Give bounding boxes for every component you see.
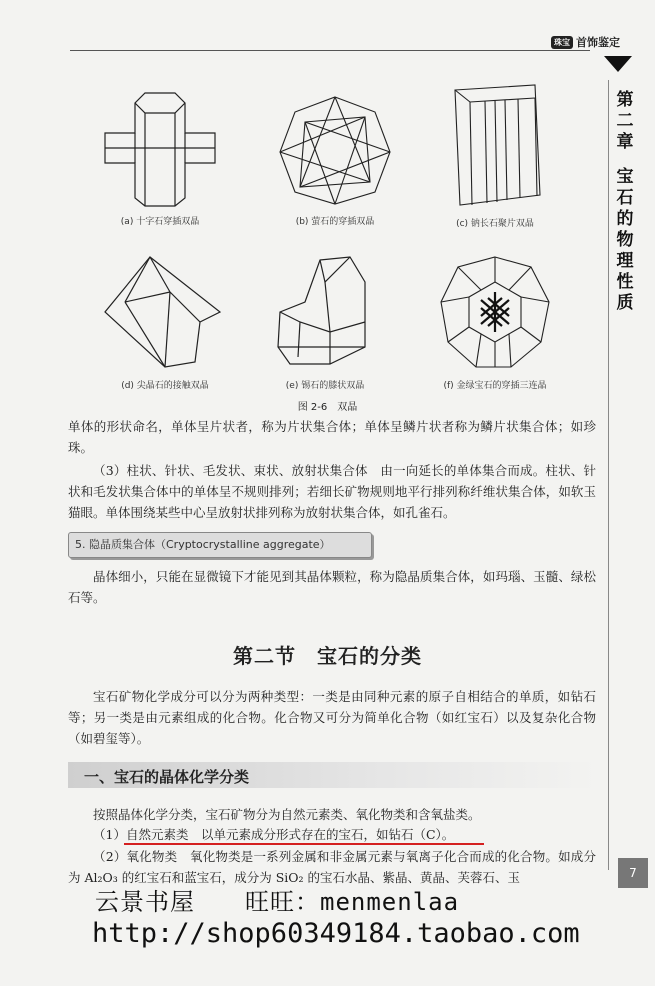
figure-d: [80, 252, 250, 391]
boxed-subheading: 5. 隐晶质集合体（Cryptocrystalline aggregate）: [68, 532, 372, 558]
chapter-tab-char: 质: [612, 293, 633, 314]
figure-b: [250, 92, 420, 227]
watermark-shop-name: 云景书屋 旺旺：menmenlaa: [95, 888, 460, 916]
chapter-tab-char: 二: [612, 111, 633, 132]
figure-caption-a: (a) 十字石穿插双晶: [120, 217, 200, 227]
chapter-tab-char: 的: [612, 209, 633, 230]
page-number: 7: [618, 858, 648, 888]
running-header: [551, 34, 620, 50]
figure-c: [410, 80, 580, 229]
chapter-tab: [608, 90, 638, 314]
figure-a: [75, 88, 245, 227]
paragraph-2: （3）柱状、针状、毛发状、束状、放射状集合体 由一向延长的单体集合而成。柱状、针状和毛发状集合体中的单体呈不规则排列；若细长矿物规则地平行排列称纤维状集合体，如软玉猫眼。单体围绕某些中心呈放射状排列称为放射状集合体，如孔雀石。: [68, 463, 596, 520]
chapter-tab-char: 理: [612, 251, 633, 272]
figure-caption-c: (c) 钠长石聚片双晶: [456, 219, 534, 229]
albite-twin-drawing: [440, 80, 550, 212]
figure-title: 图 2-6 双晶: [297, 402, 358, 413]
gem-icon: [604, 56, 632, 72]
figure-caption-b: (b) 萤石的穿插双晶: [295, 217, 375, 227]
running-header-title: 首饰鉴定: [576, 36, 620, 49]
paragraph-7: （2）氧化物类 氧化物类是一系列金属和非金属元素与氧离子化合而成的化合物。如成分为 Al₂O₃ 的红宝石和蓝宝石，成分为 SiO₂ 的宝石水晶、紫晶、黄晶、芙蓉石、玉: [68, 849, 596, 885]
chapter-tab-char: 章: [612, 132, 633, 153]
figure-caption-e: (e) 锡石的膝状双晶: [285, 381, 365, 391]
chapter-tab-char: 第: [612, 90, 633, 111]
section-title: 第二节 宝石的分类: [233, 644, 422, 668]
watermark-url: http://shop60349184.taobao.com: [92, 918, 580, 949]
paragraph-6: （1）自然元素类 以单元素成分形式存在的宝石，如钻石（C）。: [93, 827, 455, 842]
chapter-tab-char: 物: [612, 230, 633, 251]
header-rule: [70, 50, 590, 51]
paragraph-5: 按照晶体化学分类，宝石矿物分为自然元素类、氧化物类和含氧盐类。: [93, 807, 481, 822]
figure-f: [410, 252, 580, 391]
figure-caption-d: (d) 尖晶石的接触双晶: [121, 381, 209, 391]
figure-caption-f: (f) 金绿宝石的穿插三连晶: [443, 381, 547, 391]
figure-e: [240, 252, 410, 391]
chrysoberyl-trilling-drawing: [436, 252, 554, 374]
chapter-tab-char: 性: [612, 272, 633, 293]
subheading: 一、宝石的晶体化学分类: [84, 768, 250, 786]
red-pen-underline: [124, 843, 484, 845]
cross-twin-drawing: [100, 88, 220, 210]
cassiterite-twin-drawing: [270, 252, 380, 374]
paragraph-3: 晶体细小，只能在显微镜下才能见到其晶体颗粒，称为隐晶质集合体，如玛瑙、玉髓、绿松石等。: [68, 569, 596, 605]
paragraph-4: 宝石矿物化学成分可以分为两种类型：一类是由同种元素的原子自相结合的单质，如钻石等；另一类是由元素组成的化合物。化合物又可分为简单化合物（如红宝石）以及复杂化合物（如碧玺等）。: [68, 689, 596, 746]
chapter-tab-char: 石: [612, 188, 633, 209]
fluorite-twin-drawing: [275, 92, 395, 210]
paragraph-1: 单体的形状命名，单体呈片状者，称为片状集合体；单体呈鳞片状者称为鳞片状集合体；如珍珠。: [68, 419, 596, 455]
chapter-tab-char: 宝: [612, 167, 633, 188]
book-logo: 珠宝: [551, 36, 573, 49]
spinel-twin-drawing: [100, 252, 230, 374]
